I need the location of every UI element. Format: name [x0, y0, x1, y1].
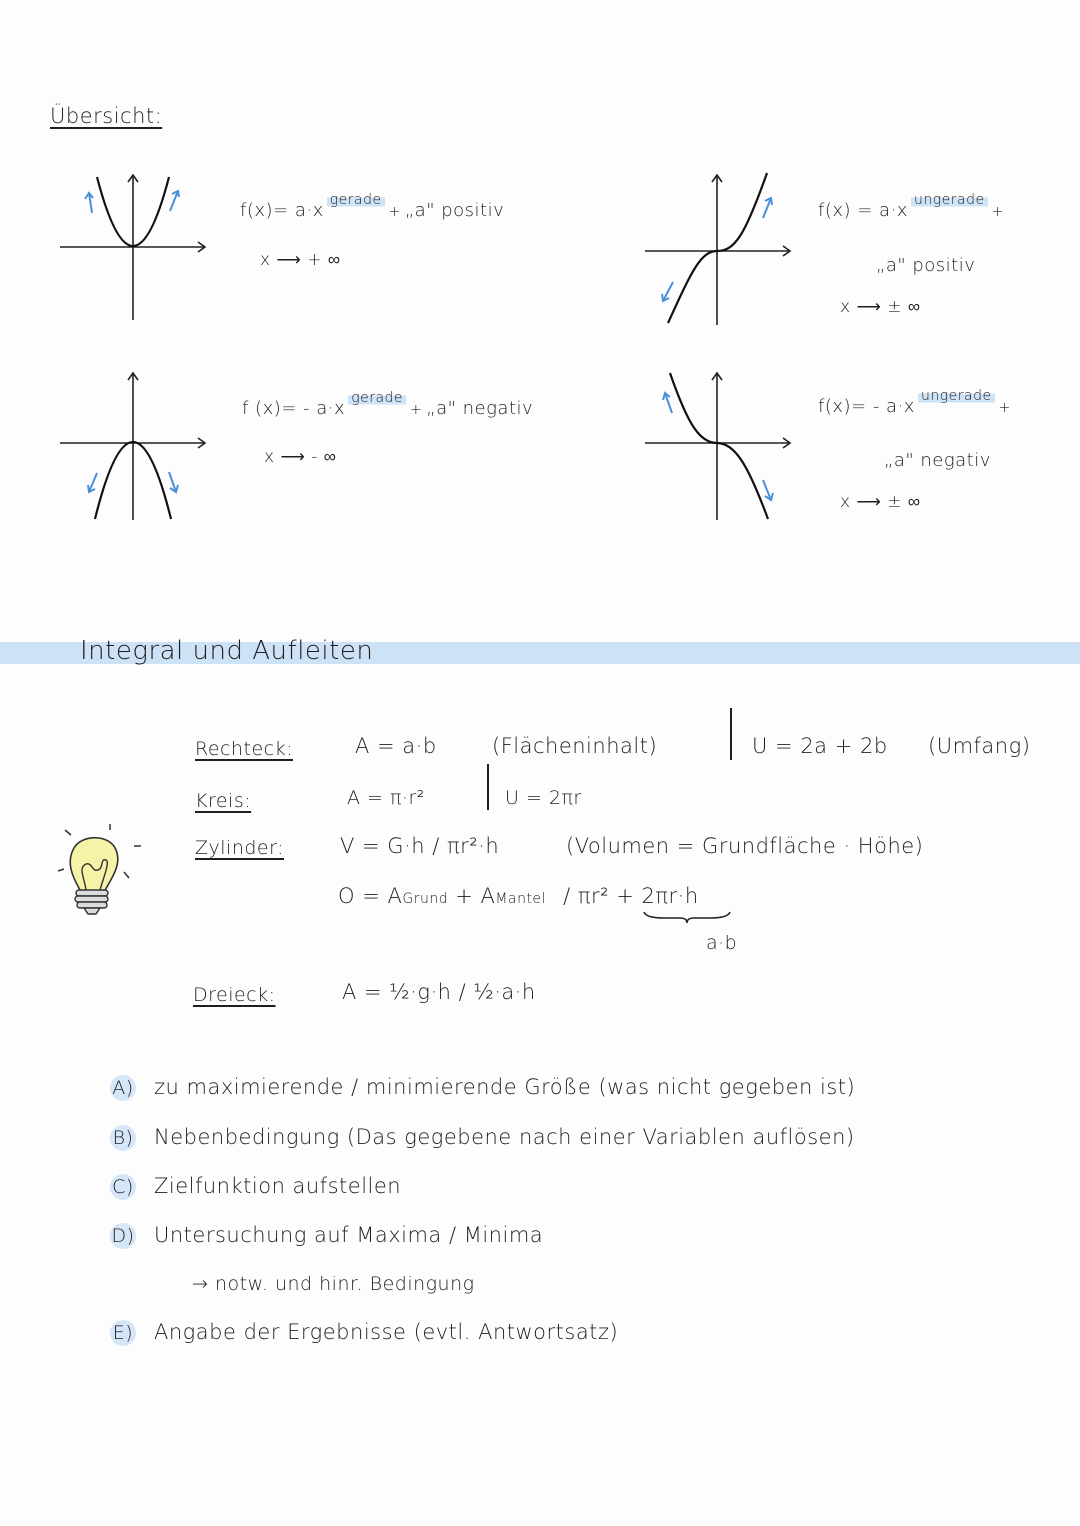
step-d-substep: → notw. und hinr. Bedingung	[192, 1273, 475, 1295]
a-sign-odd-negative: „a" negativ	[884, 450, 991, 471]
a-sign-odd-positive: „a" positiv	[876, 255, 976, 276]
arrow-down-icon	[662, 282, 673, 301]
zylinder-volume: V = G·h / πr²·h	[340, 834, 500, 858]
arrow-up-icon	[763, 198, 772, 218]
rechteck-perimeter: U = 2a + 2b	[752, 734, 888, 758]
step-text: zu maximierende / minimierende Größe (was nicht gegeben ist)	[154, 1075, 856, 1099]
step-letter: D)	[111, 1225, 135, 1247]
limit-even-negative: x ⟶ - ∞	[264, 447, 337, 467]
limit-odd-negative: x ⟶ ± ∞	[840, 492, 921, 512]
step-text: Zielfunktion aufstellen	[154, 1174, 402, 1198]
divider-bar	[730, 708, 732, 760]
arrow-up-icon	[85, 193, 93, 213]
plus-sign: +	[410, 402, 423, 418]
limit-even-positive: x ⟶ + ∞	[260, 250, 341, 270]
graph-odd-negative	[640, 365, 800, 535]
dreieck-area: A = ½·g·h / ½·a·h	[342, 980, 536, 1004]
formula-even-positive	[240, 192, 505, 221]
arrow-down-icon	[763, 480, 773, 500]
rechteck-area-note: (Flächeninhalt)	[492, 734, 658, 758]
surface-text: + A	[448, 884, 496, 908]
divider-bar	[487, 764, 489, 810]
rechteck-area: A = a·b	[355, 734, 437, 758]
label-kreis: Kreis:	[195, 790, 252, 812]
step-letter: B)	[110, 1125, 136, 1151]
a-sign-text: „a" negativ	[426, 398, 534, 419]
a-sign-text: „a" positiv	[404, 200, 505, 221]
lightbulb-icon	[52, 818, 148, 918]
step-letter: E)	[110, 1320, 136, 1346]
limit-odd-positive: x ⟶ ± ∞	[840, 297, 921, 317]
brace-label: a·b	[706, 932, 738, 954]
formula-text: f(x)= a·x	[240, 200, 324, 221]
exponent-highlight: ungerade	[918, 388, 995, 404]
label-dreieck: Dreieck:	[193, 984, 276, 1006]
braced-term	[642, 884, 699, 908]
formula-odd-negative	[818, 388, 1015, 417]
step-text: Untersuchung auf Maxima / Minima	[154, 1223, 544, 1247]
step-e	[110, 1320, 618, 1346]
underbrace-icon	[642, 910, 732, 924]
overview-title: Übersicht:	[50, 104, 163, 128]
surface-alt-text: / πr² +	[563, 884, 642, 908]
arrow-up-icon	[170, 191, 179, 211]
braced-term-text: 2πr·h	[641, 884, 699, 908]
plus-sign: +	[991, 204, 1004, 220]
subscript-grund: Grund	[402, 891, 449, 907]
step-d	[110, 1223, 543, 1249]
formula-even-negative	[242, 390, 534, 419]
step-letter: A)	[110, 1075, 136, 1101]
label-rechteck: Rechteck:	[195, 738, 294, 760]
surface-text: O = A	[338, 884, 403, 908]
formula-odd-positive	[818, 192, 1008, 221]
step-letter: C)	[110, 1174, 136, 1200]
exponent-highlight: ungerade	[911, 192, 988, 208]
graph-odd-positive	[640, 165, 800, 335]
formula-text: f (x)= - a·x	[242, 398, 346, 419]
subscript-mantel: Mantel	[495, 891, 546, 907]
kreis-perimeter: U = 2πr	[505, 787, 582, 809]
step-a	[110, 1075, 855, 1101]
arrow-up-icon	[663, 393, 672, 413]
zylinder-surface	[338, 884, 699, 908]
label-zylinder: Zylinder:	[195, 837, 284, 859]
step-text: Nebenbedingung (Das gegebene nach einer Variablen auflösen)	[154, 1125, 855, 1149]
exponent-highlight: gerade	[327, 192, 385, 208]
plus-sign: +	[998, 400, 1011, 416]
zylinder-volume-note: (Volumen = Grundfläche · Höhe)	[566, 834, 924, 858]
exponent-highlight: gerade	[348, 390, 406, 406]
plus-sign: +	[388, 204, 401, 220]
step-c	[110, 1174, 401, 1200]
arrow-down-icon	[88, 473, 97, 492]
step-text: Angabe der Ergebnisse (evtl. Antwortsatz)	[154, 1320, 619, 1344]
step-b	[110, 1125, 855, 1151]
section-title: Integral und Aufleiten	[80, 636, 374, 666]
formula-text: f(x)= - a·x	[818, 396, 915, 417]
formula-text: f(x) = a·x	[818, 200, 908, 221]
rechteck-perimeter-note: (Umfang)	[928, 734, 1031, 758]
kreis-area: A = π·r²	[347, 787, 425, 809]
graph-even-positive	[55, 165, 215, 335]
graph-even-negative	[55, 365, 215, 535]
arrow-down-icon	[169, 472, 178, 492]
